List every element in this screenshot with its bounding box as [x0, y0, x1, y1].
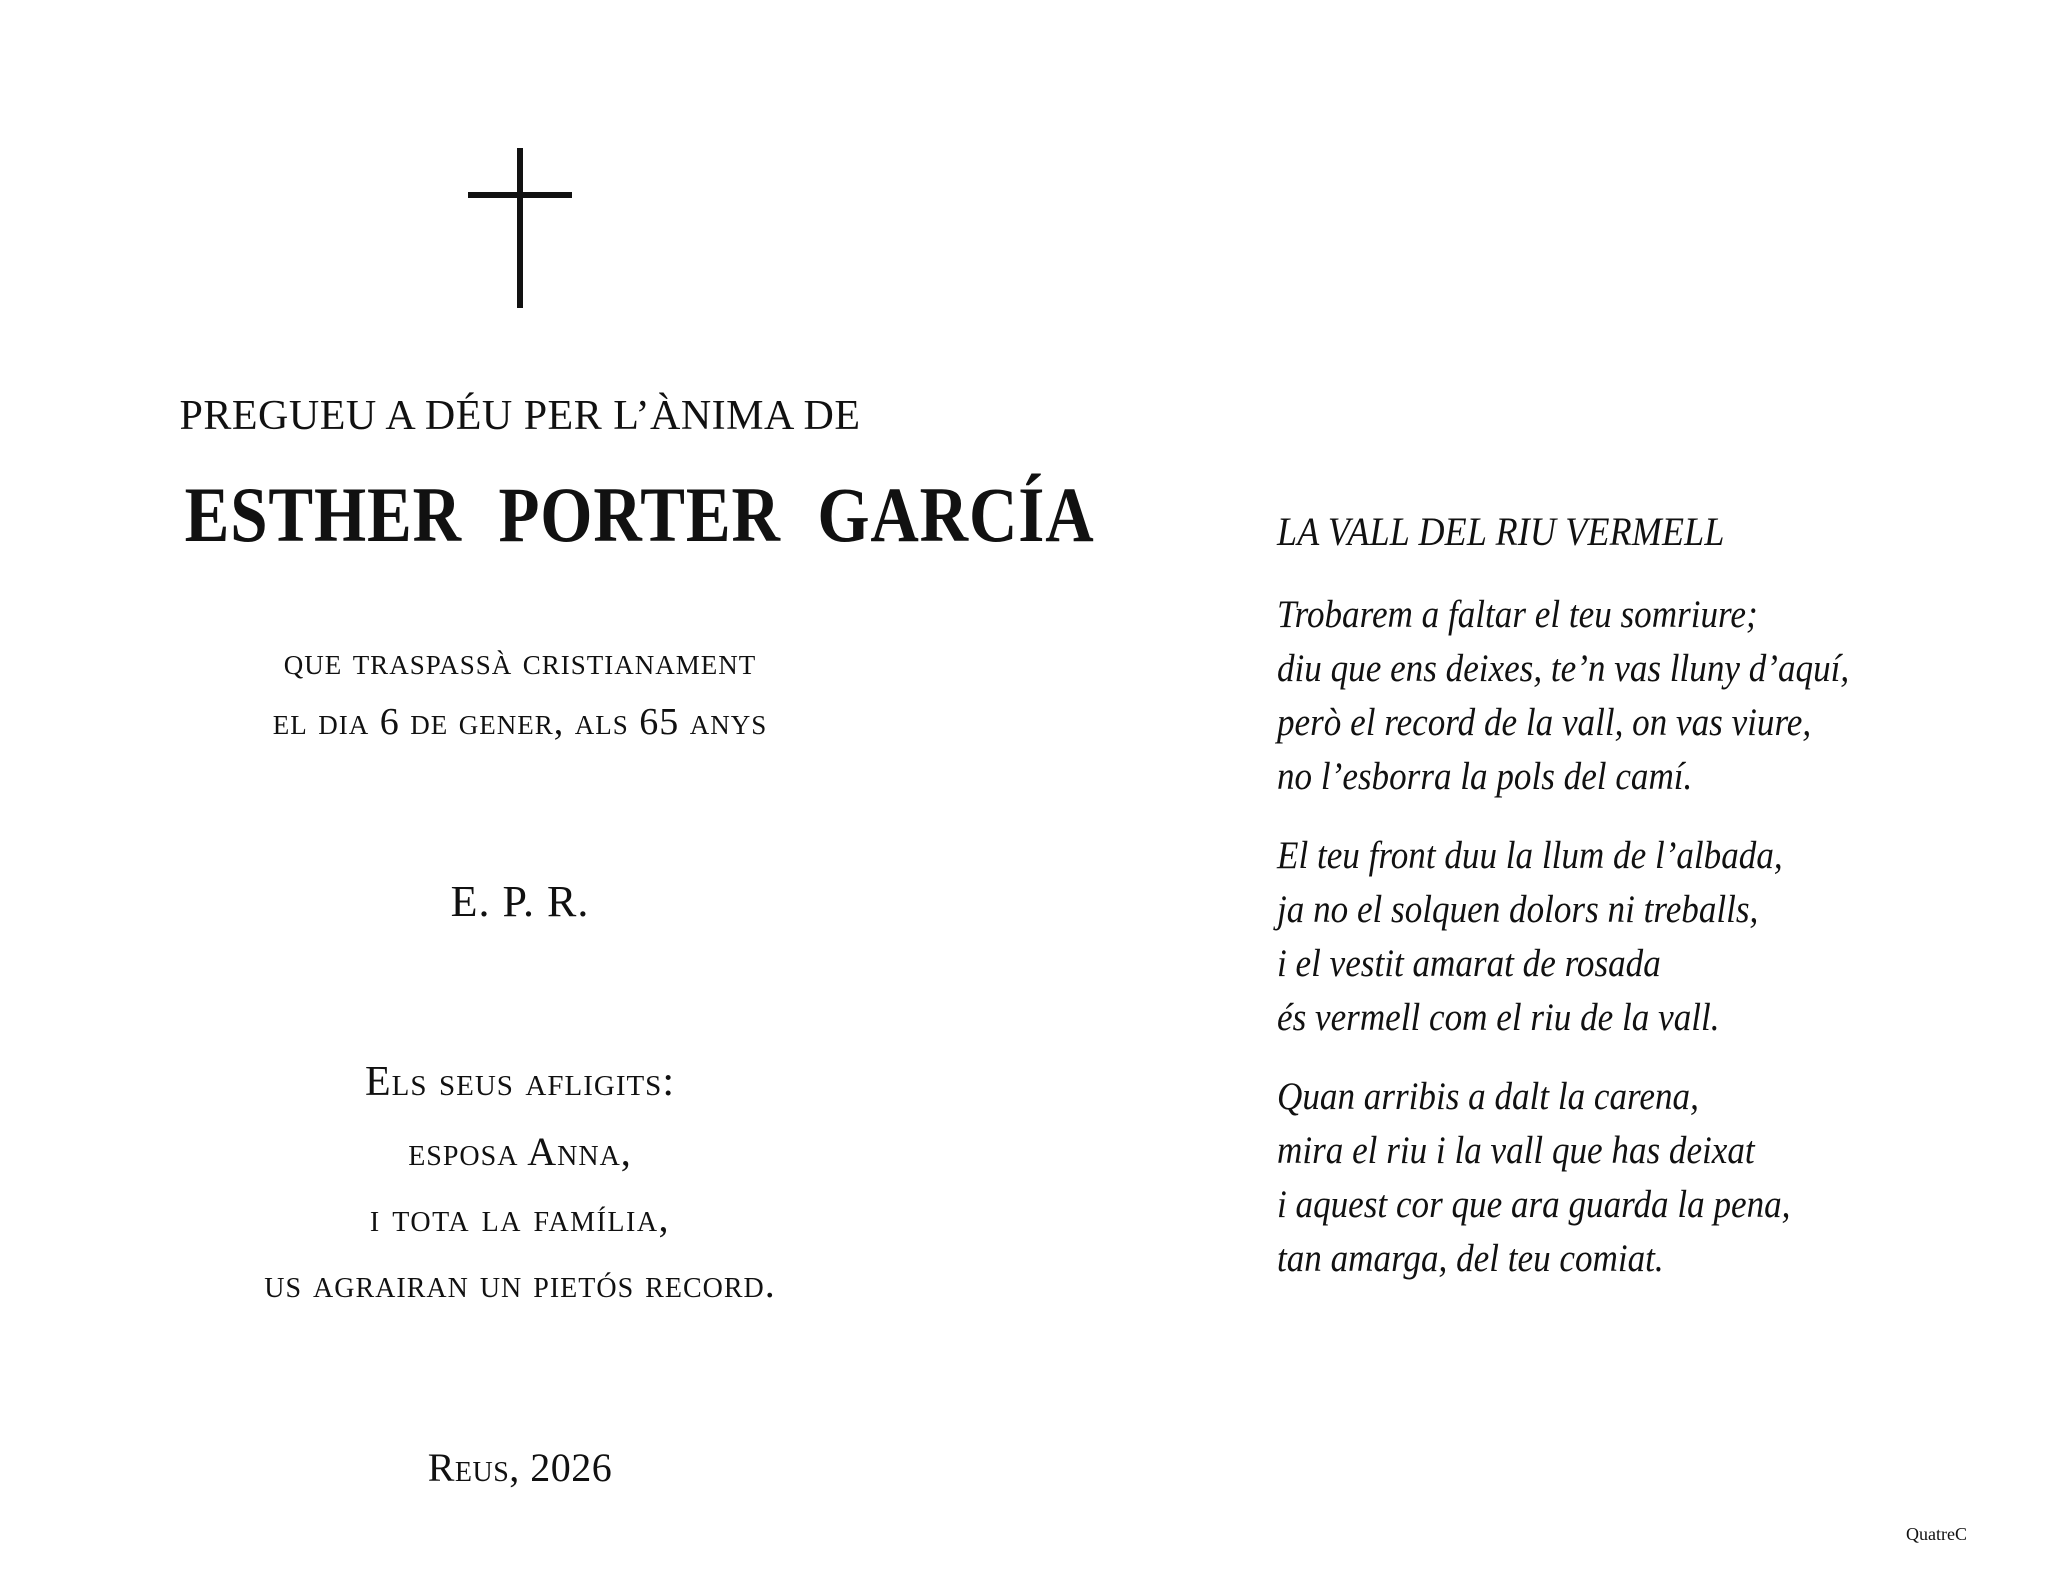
poem-line: i aquest cor que ara guarda la pena,: [1277, 1183, 1791, 1226]
mourners-line-2: esposa Anna,: [408, 1129, 632, 1174]
latin-cross-icon: [468, 148, 572, 308]
poem-line: ja no el solquen dolors ni treballs,: [1277, 888, 1759, 931]
poem-line: mira el riu i la vall que has deixat: [1277, 1129, 1755, 1172]
memorial-card-left-panel: [130, 0, 1095, 1594]
poem-line: i el vestit amarat de rosada: [1277, 942, 1661, 985]
mourners-line-3: i tota la família,: [369, 1195, 671, 1240]
mourners-line-4: us agrairan un pietós record.: [264, 1261, 776, 1306]
deceased-name: ESTHER PORTER GARCÍA: [184, 471, 1095, 558]
poem-line: Trobarem a faltar el teu somriure;: [1277, 593, 1758, 636]
cross-horizontal-bar: [468, 192, 572, 198]
cross-vertical-bar: [517, 148, 523, 308]
poem-stanza-3: [1277, 1070, 1997, 1286]
poem-panel: [1277, 0, 1997, 1594]
poem-line: però el record de la vall, on vas viure,: [1277, 701, 1812, 744]
passed-line-2: el dia 6 de gener, als 65 anys: [272, 701, 768, 743]
printer-credit: QuatreC: [1906, 1524, 1967, 1544]
passed-line-1: que traspassà cristianament: [283, 641, 757, 683]
mourners-line-1: Els seus afligits:: [365, 1059, 675, 1105]
epr-line: E. P. R.: [450, 877, 590, 926]
place-and-year: Reus, 2026: [427, 1445, 613, 1490]
poem-line: no l’esborra la pols del camí.: [1277, 755, 1693, 798]
poem-stanza-2: [1277, 829, 1997, 1045]
poem-line: Quan arribis a dalt la carena,: [1277, 1075, 1699, 1118]
poem-line: tan amarga, del teu comiat.: [1277, 1237, 1664, 1280]
poem-stanza-1: [1277, 588, 1997, 804]
poem-line: El teu front duu la llum de l’albada,: [1277, 834, 1783, 877]
pray-line: PREGUEU A DÉU PER L’ÀNIMA DE: [179, 393, 861, 439]
poem-title: LA VALL DEL RIU VERMELL: [1277, 509, 1725, 554]
poem-line: és vermell com el riu de la vall.: [1277, 996, 1720, 1039]
poem-line: diu que ens deixes, te’n vas lluny d’aquí,: [1277, 647, 1850, 690]
